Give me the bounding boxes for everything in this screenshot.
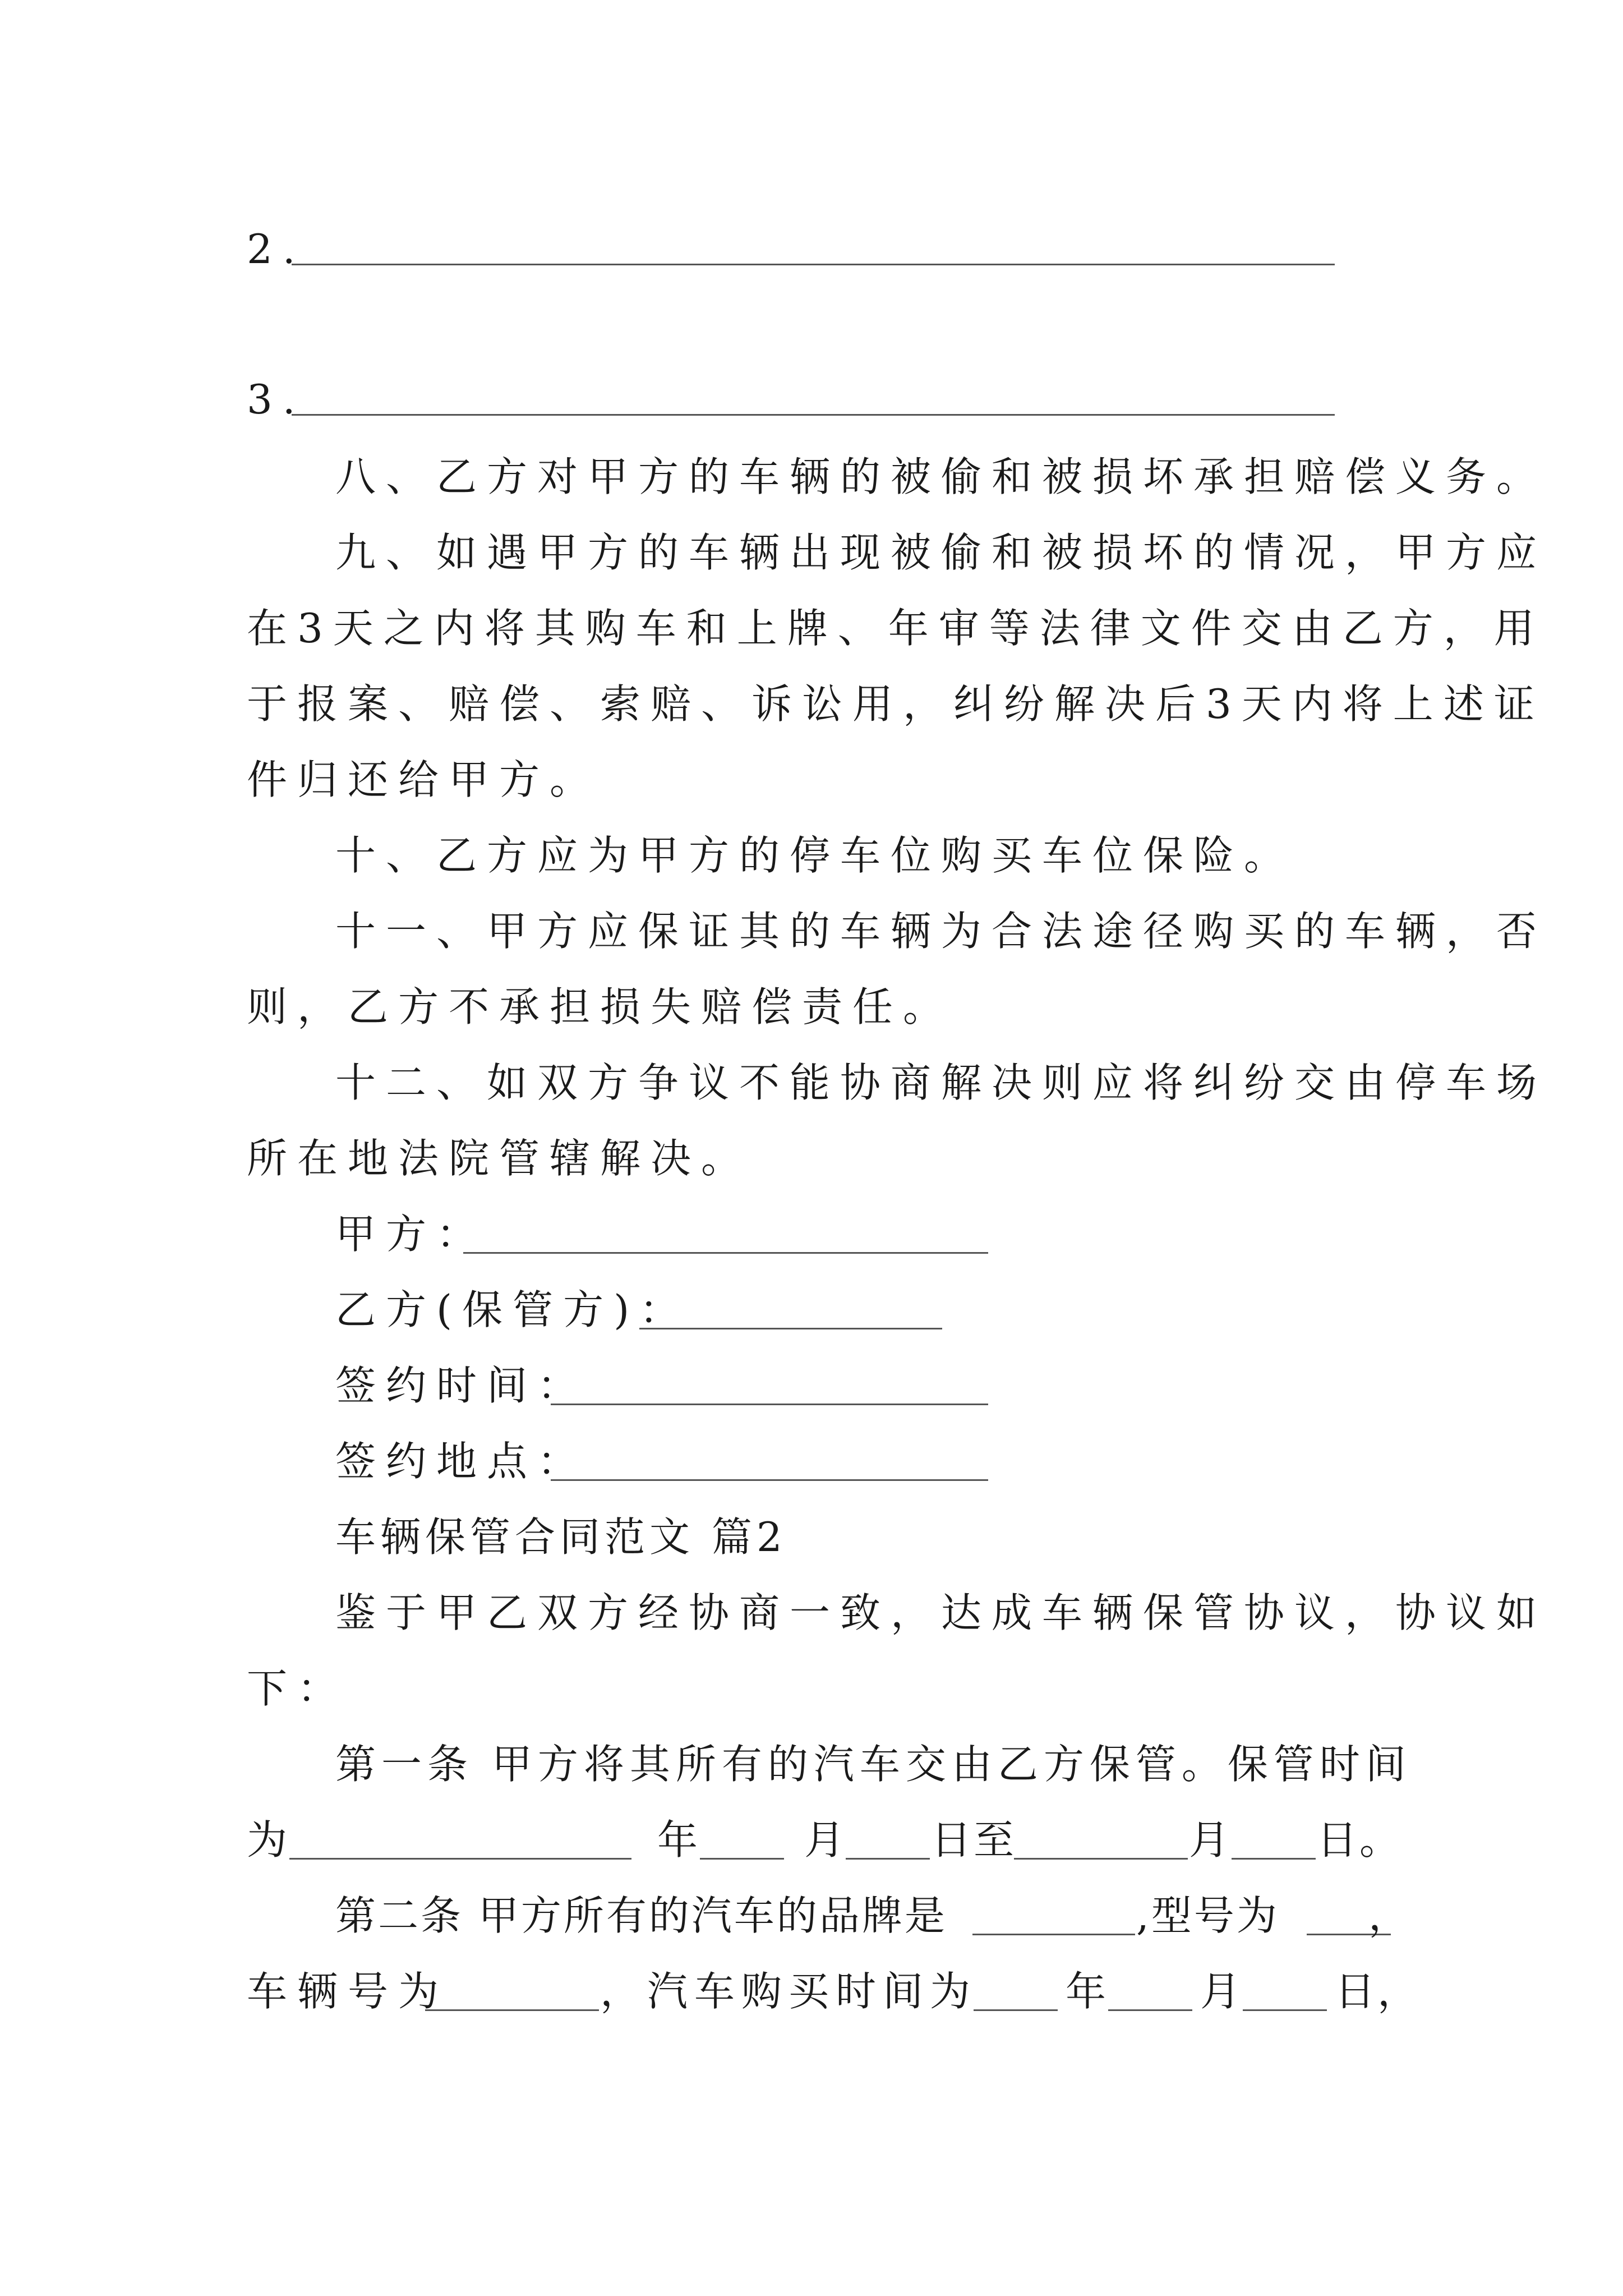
clause-text: 于报案、赔偿、索赔、诉讼用，纠纷解决后3天内将上述证 xyxy=(247,680,1544,728)
purchase-day-field[interactable] xyxy=(1243,2009,1327,2011)
article-text: 为 xyxy=(247,1816,298,1864)
party-b-label: 乙方(保管方)： xyxy=(335,1286,690,1333)
start-month-field[interactable] xyxy=(700,1858,784,1860)
sign-place-label: 签约地点： xyxy=(335,1438,588,1485)
clause-text: 则，乙方不承担损失赔偿责任。 xyxy=(247,983,954,1030)
section-heading: 车辆保管合同范文 篇2 xyxy=(335,1513,787,1561)
end-month-field[interactable] xyxy=(1014,1858,1188,1860)
intro-line-2 xyxy=(0,1655,1623,1722)
sign-place-row xyxy=(0,1428,1623,1495)
start-year-field[interactable] xyxy=(289,1858,631,1860)
day-to-label: 日至 xyxy=(931,1816,1017,1864)
plate-label: 车辆号为 xyxy=(247,1968,449,2015)
model-label: ,型号为 xyxy=(1136,1892,1279,1939)
day-label: 日。 xyxy=(1317,1816,1403,1864)
sign-time-field[interactable] xyxy=(551,1404,988,1405)
plate-field[interactable] xyxy=(425,2009,599,2011)
year-label: 年 xyxy=(1066,1968,1117,2015)
party-a-field[interactable] xyxy=(463,1252,988,1254)
paragraph-text: 下： xyxy=(247,1665,348,1712)
section-2-heading xyxy=(0,1503,1623,1571)
item-number: 3. xyxy=(247,376,306,423)
clause-10 xyxy=(0,822,1623,889)
month-label: 月 xyxy=(804,1816,855,1864)
article-text: 第一条 甲方将其所有的汽车交由乙方保管。保管时间 xyxy=(335,1741,1412,1788)
clause-text: 十一、甲方应保证其的车辆为合法途径购买的车辆，否 xyxy=(335,908,1547,955)
article-text: 第二条 甲方所有的汽车的品牌是 xyxy=(335,1892,947,1939)
month-label: 月 xyxy=(1200,1968,1251,2015)
end-day-field[interactable] xyxy=(1232,1858,1316,1860)
item-number: 2. xyxy=(247,226,306,273)
party-a-label: 甲方： xyxy=(335,1211,487,1258)
clause-text: 件归还给甲方。 xyxy=(247,756,601,803)
article-1-line-1 xyxy=(0,1731,1623,1798)
sign-time-label: 签约时间： xyxy=(335,1362,588,1409)
clause-9-line-2 xyxy=(0,595,1623,662)
purchase-month-field[interactable] xyxy=(1108,2009,1192,2011)
paragraph-text: 鉴于甲乙双方经协商一致，达成车辆保管协议，协议如 xyxy=(335,1589,1547,1636)
brand-field[interactable] xyxy=(972,1934,1135,1935)
fill-in-blank[interactable] xyxy=(292,414,1335,416)
clause-11-line-1 xyxy=(0,898,1623,965)
blank-item-3 xyxy=(0,366,1623,433)
party-b-row xyxy=(0,1276,1623,1343)
year-label: 年 xyxy=(657,1816,708,1864)
clause-9-line-1 xyxy=(0,519,1623,586)
fill-in-blank[interactable] xyxy=(292,264,1335,265)
article-1-line-2 xyxy=(0,1806,1623,1874)
clause-8 xyxy=(0,443,1623,510)
clause-12-line-1 xyxy=(0,1049,1623,1116)
blank-item-2 xyxy=(0,215,1623,283)
article-2-line-1 xyxy=(0,1882,1623,1949)
clause-text: 八、乙方对甲方的车辆的被偷和被损坏承担赔偿义务。 xyxy=(335,453,1547,500)
article-2-line-2 xyxy=(0,1958,1623,2025)
clause-text: 十二、如双方争议不能协商解决则应将纠纷交由停车场 xyxy=(335,1059,1547,1106)
clause-text: 九、如遇甲方的车辆出现被偷和被损坏的情况，甲方应 xyxy=(335,529,1547,576)
clause-text: 十、乙方应为甲方的停车位购买车位保险。 xyxy=(335,832,1295,879)
month-label: 月 xyxy=(1189,1816,1240,1864)
clause-text: 在3天之内将其购车和上牌、年审等法律文件交由乙方，用 xyxy=(247,605,1544,652)
start-day-field[interactable] xyxy=(846,1858,930,1860)
party-a-row xyxy=(0,1200,1623,1268)
purchase-year-field[interactable] xyxy=(974,2009,1058,2011)
party-b-field[interactable] xyxy=(639,1328,942,1329)
punctuation: ， xyxy=(1368,1892,1419,1939)
sign-place-field[interactable] xyxy=(551,1479,988,1481)
day-label: 日， xyxy=(1335,1968,1421,2015)
clause-11-line-2 xyxy=(0,973,1623,1041)
clause-9-line-4 xyxy=(0,746,1623,813)
intro-line-1 xyxy=(0,1579,1623,1646)
purchase-time-label: ，汽车购买时间为 xyxy=(600,1968,978,2015)
clause-text: 所在地法院管辖解决。 xyxy=(247,1135,752,1182)
sign-time-row xyxy=(0,1352,1623,1419)
clause-9-line-3 xyxy=(0,670,1623,738)
clause-12-line-2 xyxy=(0,1125,1623,1192)
